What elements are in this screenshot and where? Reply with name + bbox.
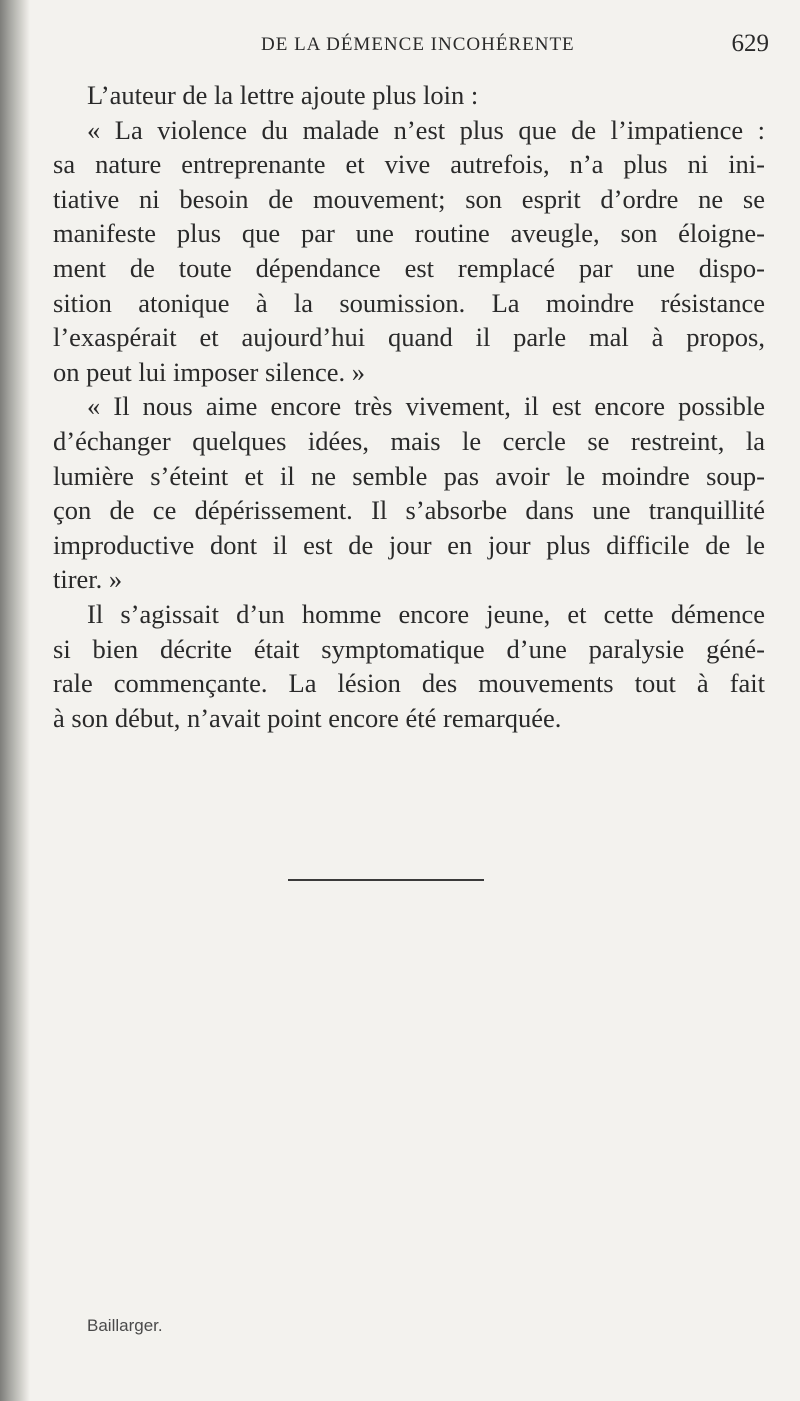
paragraph-quote-one: [53, 113, 765, 390]
text-line: lumière s’éteint et il ne semble pas avoir le moindre soup-: [53, 460, 765, 491]
text-line: sition atonique à la soumission. La moindre résistance: [53, 287, 765, 318]
running-title: DE LA DÉMENCE INCOHÉRENTE: [261, 34, 575, 55]
text-line: « Il nous aime encore très vivement, il est encore possible: [87, 391, 765, 422]
text-line: improductive dont il est de jour en jour plus difficile de le: [53, 529, 765, 560]
text-line: rale commençante. La lésion des mouvements tout à fait: [53, 668, 765, 699]
body-text: [53, 78, 765, 735]
page-gutter-shadow: [0, 0, 30, 1401]
paragraph-conclusion: [53, 597, 765, 735]
text-line: si bien décrite était symptomatique d’une paralysie géné-: [53, 633, 765, 664]
text-line: sa nature entreprenante et vive autrefois, n’a plus ni ini-: [53, 149, 765, 180]
paragraph-intro: [53, 78, 765, 113]
text-line: tirer. »: [53, 564, 123, 595]
text-line: d’échanger quelques idées, mais le cercle se restreint, la: [53, 425, 765, 456]
text-line: manifeste plus que par une routine aveugle, son éloigne-: [53, 218, 765, 249]
paragraph-quote-two: [53, 389, 765, 597]
text-line: l’exaspérait et aujourd’hui quand il parle mal à propos,: [53, 322, 765, 353]
text-line: on peut lui imposer silence. »: [53, 356, 366, 387]
text-line: « La violence du malade n’est plus que de l’impatience :: [87, 114, 765, 145]
section-divider: [288, 879, 484, 881]
book-page: [53, 0, 773, 1401]
text-line: ment de toute dépendance est remplacé par une dispo-: [53, 252, 765, 283]
text-line: à son début, n’avait point encore été remarquée.: [53, 702, 562, 733]
text-line: tiative ni besoin de mouvement; son esprit d’ordre ne se: [53, 183, 765, 214]
text-line: Il s’agissait d’un homme encore jeune, et cette démence: [87, 598, 765, 629]
text-line: L’auteur de la lettre ajoute plus loin :: [87, 80, 479, 110]
page-number: 629: [731, 30, 769, 57]
signature-mark: Baillarger.: [87, 1316, 163, 1335]
text-line: çon de ce dépérissement. Il s’absorbe dans une tranquillité: [53, 495, 765, 526]
running-head: [53, 30, 773, 62]
